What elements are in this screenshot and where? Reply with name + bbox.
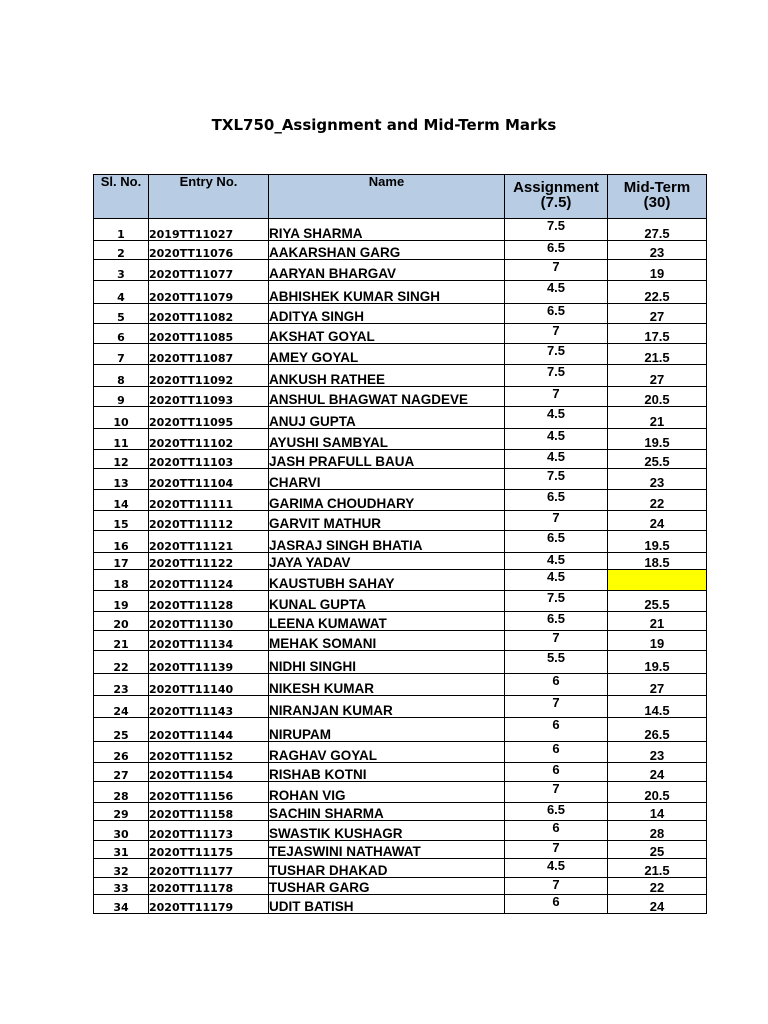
cell-name: ADITYA SINGH xyxy=(269,304,505,324)
cell-sl-no: 2 xyxy=(94,241,149,260)
cell-assignment: 6 xyxy=(505,718,608,742)
cell-name: GARVIT MATHUR xyxy=(269,511,505,531)
cell-name: RIYA SHARMA xyxy=(269,219,505,241)
cell-assignment: 7.5 xyxy=(505,344,608,365)
header-assignment-label: Assignment xyxy=(513,179,599,196)
cell-assignment: 7.5 xyxy=(505,591,608,612)
cell-entry-no: 2020TT11143 xyxy=(149,696,269,718)
table-row xyxy=(94,651,707,674)
table-row xyxy=(94,553,707,570)
cell-name: GARIMA CHOUDHARY xyxy=(269,490,505,511)
cell-sl-no: 28 xyxy=(94,782,149,803)
cell-entry-no: 2020TT11079 xyxy=(149,281,269,304)
cell-sl-no: 7 xyxy=(94,344,149,365)
table-row xyxy=(94,324,707,344)
cell-entry-no: 2020TT11152 xyxy=(149,742,269,763)
cell-sl-no: 10 xyxy=(94,407,149,429)
cell-midterm: 19 xyxy=(608,631,707,651)
cell-assignment: 4.5 xyxy=(505,407,608,429)
cell-entry-no: 2020TT11095 xyxy=(149,407,269,429)
cell-midterm: 25.5 xyxy=(608,450,707,469)
cell-midterm: 18.5 xyxy=(608,553,707,570)
table-row xyxy=(94,674,707,696)
cell-sl-no: 16 xyxy=(94,531,149,553)
cell-sl-no: 21 xyxy=(94,631,149,651)
cell-sl-no: 14 xyxy=(94,490,149,511)
header-midterm-max: (30) xyxy=(643,194,671,211)
cell-entry-no: 2020TT11154 xyxy=(149,763,269,782)
cell-assignment: 7.5 xyxy=(505,365,608,387)
cell-entry-no: 2020TT11104 xyxy=(149,469,269,490)
header-assignment-max: (7.5) xyxy=(540,194,572,211)
cell-name: AKSHAT GOYAL xyxy=(269,324,505,344)
cell-name: ANSHUL BHAGWAT NAGDEVE xyxy=(269,387,505,407)
cell-name: AAKARSHAN GARG xyxy=(269,241,505,260)
cell-sl-no: 15 xyxy=(94,511,149,531)
cell-midterm: 19.5 xyxy=(608,429,707,450)
cell-midterm: 25.5 xyxy=(608,591,707,612)
cell-assignment: 6.5 xyxy=(505,490,608,511)
table-row xyxy=(94,895,707,914)
cell-sl-no: 29 xyxy=(94,803,149,821)
cell-midterm: 24 xyxy=(608,511,707,531)
cell-midterm: 19 xyxy=(608,260,707,281)
cell-name: UDIT BATISH xyxy=(269,895,505,914)
table-row xyxy=(94,511,707,531)
cell-name: SACHIN SHARMA xyxy=(269,803,505,821)
table-row xyxy=(94,591,707,612)
table-row xyxy=(94,407,707,429)
cell-sl-no: 24 xyxy=(94,696,149,718)
header-assignment xyxy=(505,175,608,219)
cell-assignment: 4.5 xyxy=(505,859,608,878)
header-sl-no: Sl. No. xyxy=(94,175,149,219)
table-header xyxy=(94,175,707,219)
table-row xyxy=(94,696,707,718)
cell-assignment: 7 xyxy=(505,841,608,859)
cell-entry-no: 2020TT11122 xyxy=(149,553,269,570)
cell-midterm: 22 xyxy=(608,490,707,511)
cell-entry-no: 2020TT11175 xyxy=(149,841,269,859)
table-row xyxy=(94,841,707,859)
cell-sl-no: 5 xyxy=(94,304,149,324)
cell-name: RISHAB KOTNI xyxy=(269,763,505,782)
cell-assignment: 6.5 xyxy=(505,612,608,631)
marks-table xyxy=(93,174,707,914)
cell-entry-no: 2020TT11111 xyxy=(149,490,269,511)
cell-entry-no: 2020TT11082 xyxy=(149,304,269,324)
table-row xyxy=(94,859,707,878)
cell-assignment: 6 xyxy=(505,742,608,763)
cell-sl-no: 4 xyxy=(94,281,149,304)
cell-entry-no: 2020TT11173 xyxy=(149,821,269,841)
cell-entry-no: 2020TT11077 xyxy=(149,260,269,281)
cell-name: MEHAK SOMANI xyxy=(269,631,505,651)
cell-sl-no: 23 xyxy=(94,674,149,696)
cell-midterm: 20.5 xyxy=(608,387,707,407)
cell-entry-no: 2020TT11140 xyxy=(149,674,269,696)
document-title: TXL750_Assignment and Mid-Term Marks xyxy=(211,116,557,134)
cell-assignment: 7 xyxy=(505,631,608,651)
cell-name: JASH PRAFULL BAUA xyxy=(269,450,505,469)
cell-entry-no: 2020TT11112 xyxy=(149,511,269,531)
cell-assignment: 7 xyxy=(505,387,608,407)
cell-sl-no: 32 xyxy=(94,859,149,878)
cell-sl-no: 17 xyxy=(94,553,149,570)
header-row xyxy=(94,175,707,219)
table-row xyxy=(94,281,707,304)
cell-sl-no: 33 xyxy=(94,878,149,895)
table-row xyxy=(94,631,707,651)
cell-entry-no: 2020TT11102 xyxy=(149,429,269,450)
cell-midterm: 21.5 xyxy=(608,344,707,365)
cell-name: LEENA KUMAWAT xyxy=(269,612,505,631)
cell-midterm: 21 xyxy=(608,612,707,631)
cell-entry-no: 2020TT11178 xyxy=(149,878,269,895)
cell-assignment: 7 xyxy=(505,324,608,344)
cell-midterm: 23 xyxy=(608,469,707,490)
cell-sl-no: 34 xyxy=(94,895,149,914)
cell-assignment: 4.5 xyxy=(505,553,608,570)
cell-assignment: 7 xyxy=(505,782,608,803)
cell-midterm: 14.5 xyxy=(608,696,707,718)
table-row xyxy=(94,387,707,407)
cell-midterm: 28 xyxy=(608,821,707,841)
cell-assignment: 7.5 xyxy=(505,219,608,241)
cell-sl-no: 6 xyxy=(94,324,149,344)
cell-midterm: 14 xyxy=(608,803,707,821)
cell-assignment: 4.5 xyxy=(505,570,608,591)
cell-midterm xyxy=(608,570,707,591)
cell-midterm: 27.5 xyxy=(608,219,707,241)
cell-entry-no: 2020TT11076 xyxy=(149,241,269,260)
cell-name: ANUJ GUPTA xyxy=(269,407,505,429)
cell-entry-no: 2019TT11027 xyxy=(149,219,269,241)
table-row xyxy=(94,718,707,742)
cell-sl-no: 19 xyxy=(94,591,149,612)
cell-assignment: 6 xyxy=(505,895,608,914)
table-row xyxy=(94,742,707,763)
cell-assignment: 6.5 xyxy=(505,304,608,324)
cell-entry-no: 2020TT11124 xyxy=(149,570,269,591)
table-row xyxy=(94,450,707,469)
cell-assignment: 7 xyxy=(505,260,608,281)
header-entry-no: Entry No. xyxy=(149,175,269,219)
table-row xyxy=(94,531,707,553)
cell-midterm: 21 xyxy=(608,407,707,429)
cell-assignment: 7 xyxy=(505,696,608,718)
cell-midterm: 19.5 xyxy=(608,531,707,553)
cell-assignment: 6.5 xyxy=(505,531,608,553)
cell-entry-no: 2020TT11158 xyxy=(149,803,269,821)
cell-assignment: 6.5 xyxy=(505,241,608,260)
cell-sl-no: 11 xyxy=(94,429,149,450)
table-row xyxy=(94,490,707,511)
cell-sl-no: 18 xyxy=(94,570,149,591)
cell-name: NIKESH KUMAR xyxy=(269,674,505,696)
cell-entry-no: 2020TT11087 xyxy=(149,344,269,365)
cell-sl-no: 3 xyxy=(94,260,149,281)
table-row xyxy=(94,878,707,895)
cell-assignment: 7 xyxy=(505,878,608,895)
cell-midterm: 24 xyxy=(608,895,707,914)
table-row xyxy=(94,304,707,324)
cell-name: NIRANJAN KUMAR xyxy=(269,696,505,718)
cell-midterm: 27 xyxy=(608,365,707,387)
cell-midterm: 26.5 xyxy=(608,718,707,742)
cell-sl-no: 1 xyxy=(94,219,149,241)
cell-midterm: 21.5 xyxy=(608,859,707,878)
cell-assignment: 4.5 xyxy=(505,450,608,469)
header-midterm-label: Mid-Term xyxy=(623,179,691,196)
cell-entry-no: 2020TT11144 xyxy=(149,718,269,742)
cell-name: TEJASWINI NATHAWAT xyxy=(269,841,505,859)
cell-entry-no: 2020TT11177 xyxy=(149,859,269,878)
cell-name: AYUSHI SAMBYAL xyxy=(269,429,505,450)
table-row xyxy=(94,570,707,591)
header-name: Name xyxy=(269,175,505,219)
cell-sl-no: 8 xyxy=(94,365,149,387)
table-row xyxy=(94,241,707,260)
cell-midterm: 27 xyxy=(608,304,707,324)
cell-name: NIDHI SINGHI xyxy=(269,651,505,674)
cell-entry-no: 2020TT11130 xyxy=(149,612,269,631)
cell-name: TUSHAR GARG xyxy=(269,878,505,895)
cell-name: JASRAJ SINGH BHATIA xyxy=(269,531,505,553)
cell-assignment: 5.5 xyxy=(505,651,608,674)
cell-assignment: 4.5 xyxy=(505,281,608,304)
cell-entry-no: 2020TT11103 xyxy=(149,450,269,469)
table-row xyxy=(94,344,707,365)
table-row xyxy=(94,260,707,281)
cell-name: RAGHAV GOYAL xyxy=(269,742,505,763)
table-row xyxy=(94,469,707,490)
cell-midterm: 25 xyxy=(608,841,707,859)
cell-sl-no: 25 xyxy=(94,718,149,742)
cell-name: ABHISHEK KUMAR SINGH xyxy=(269,281,505,304)
cell-sl-no: 9 xyxy=(94,387,149,407)
cell-assignment: 6 xyxy=(505,821,608,841)
table-row xyxy=(94,821,707,841)
cell-sl-no: 26 xyxy=(94,742,149,763)
cell-sl-no: 13 xyxy=(94,469,149,490)
cell-entry-no: 2020TT11156 xyxy=(149,782,269,803)
table-row xyxy=(94,803,707,821)
cell-midterm: 23 xyxy=(608,241,707,260)
cell-entry-no: 2020TT11179 xyxy=(149,895,269,914)
cell-name: KUNAL GUPTA xyxy=(269,591,505,612)
cell-entry-no: 2020TT11092 xyxy=(149,365,269,387)
cell-sl-no: 20 xyxy=(94,612,149,631)
cell-sl-no: 31 xyxy=(94,841,149,859)
table-body xyxy=(94,219,707,914)
cell-midterm: 24 xyxy=(608,763,707,782)
cell-name: AARYAN BHARGAV xyxy=(269,260,505,281)
cell-name: NIRUPAM xyxy=(269,718,505,742)
cell-assignment: 6.5 xyxy=(505,803,608,821)
cell-assignment: 6 xyxy=(505,763,608,782)
cell-entry-no: 2020TT11128 xyxy=(149,591,269,612)
cell-assignment: 4.5 xyxy=(505,429,608,450)
table-row xyxy=(94,429,707,450)
cell-name: ANKUSH RATHEE xyxy=(269,365,505,387)
cell-entry-no: 2020TT11093 xyxy=(149,387,269,407)
cell-midterm: 22 xyxy=(608,878,707,895)
cell-name: AMEY GOYAL xyxy=(269,344,505,365)
cell-assignment: 7 xyxy=(505,511,608,531)
cell-midterm: 27 xyxy=(608,674,707,696)
cell-name: CHARVI xyxy=(269,469,505,490)
cell-sl-no: 12 xyxy=(94,450,149,469)
cell-name: KAUSTUBH SAHAY xyxy=(269,570,505,591)
table-row xyxy=(94,782,707,803)
cell-sl-no: 27 xyxy=(94,763,149,782)
table-row xyxy=(94,365,707,387)
cell-midterm: 22.5 xyxy=(608,281,707,304)
header-midterm xyxy=(608,175,707,219)
cell-midterm: 17.5 xyxy=(608,324,707,344)
table-row xyxy=(94,219,707,241)
cell-entry-no: 2020TT11085 xyxy=(149,324,269,344)
table-row xyxy=(94,763,707,782)
cell-midterm: 23 xyxy=(608,742,707,763)
cell-name: JAYA YADAV xyxy=(269,553,505,570)
cell-assignment: 7.5 xyxy=(505,469,608,490)
cell-midterm: 19.5 xyxy=(608,651,707,674)
cell-entry-no: 2020TT11139 xyxy=(149,651,269,674)
cell-name: TUSHAR DHAKAD xyxy=(269,859,505,878)
table-row xyxy=(94,612,707,631)
cell-midterm: 20.5 xyxy=(608,782,707,803)
cell-sl-no: 22 xyxy=(94,651,149,674)
cell-name: SWASTIK KUSHAGR xyxy=(269,821,505,841)
cell-name: ROHAN VIG xyxy=(269,782,505,803)
cell-assignment: 6 xyxy=(505,674,608,696)
cell-entry-no: 2020TT11134 xyxy=(149,631,269,651)
cell-sl-no: 30 xyxy=(94,821,149,841)
cell-entry-no: 2020TT11121 xyxy=(149,531,269,553)
